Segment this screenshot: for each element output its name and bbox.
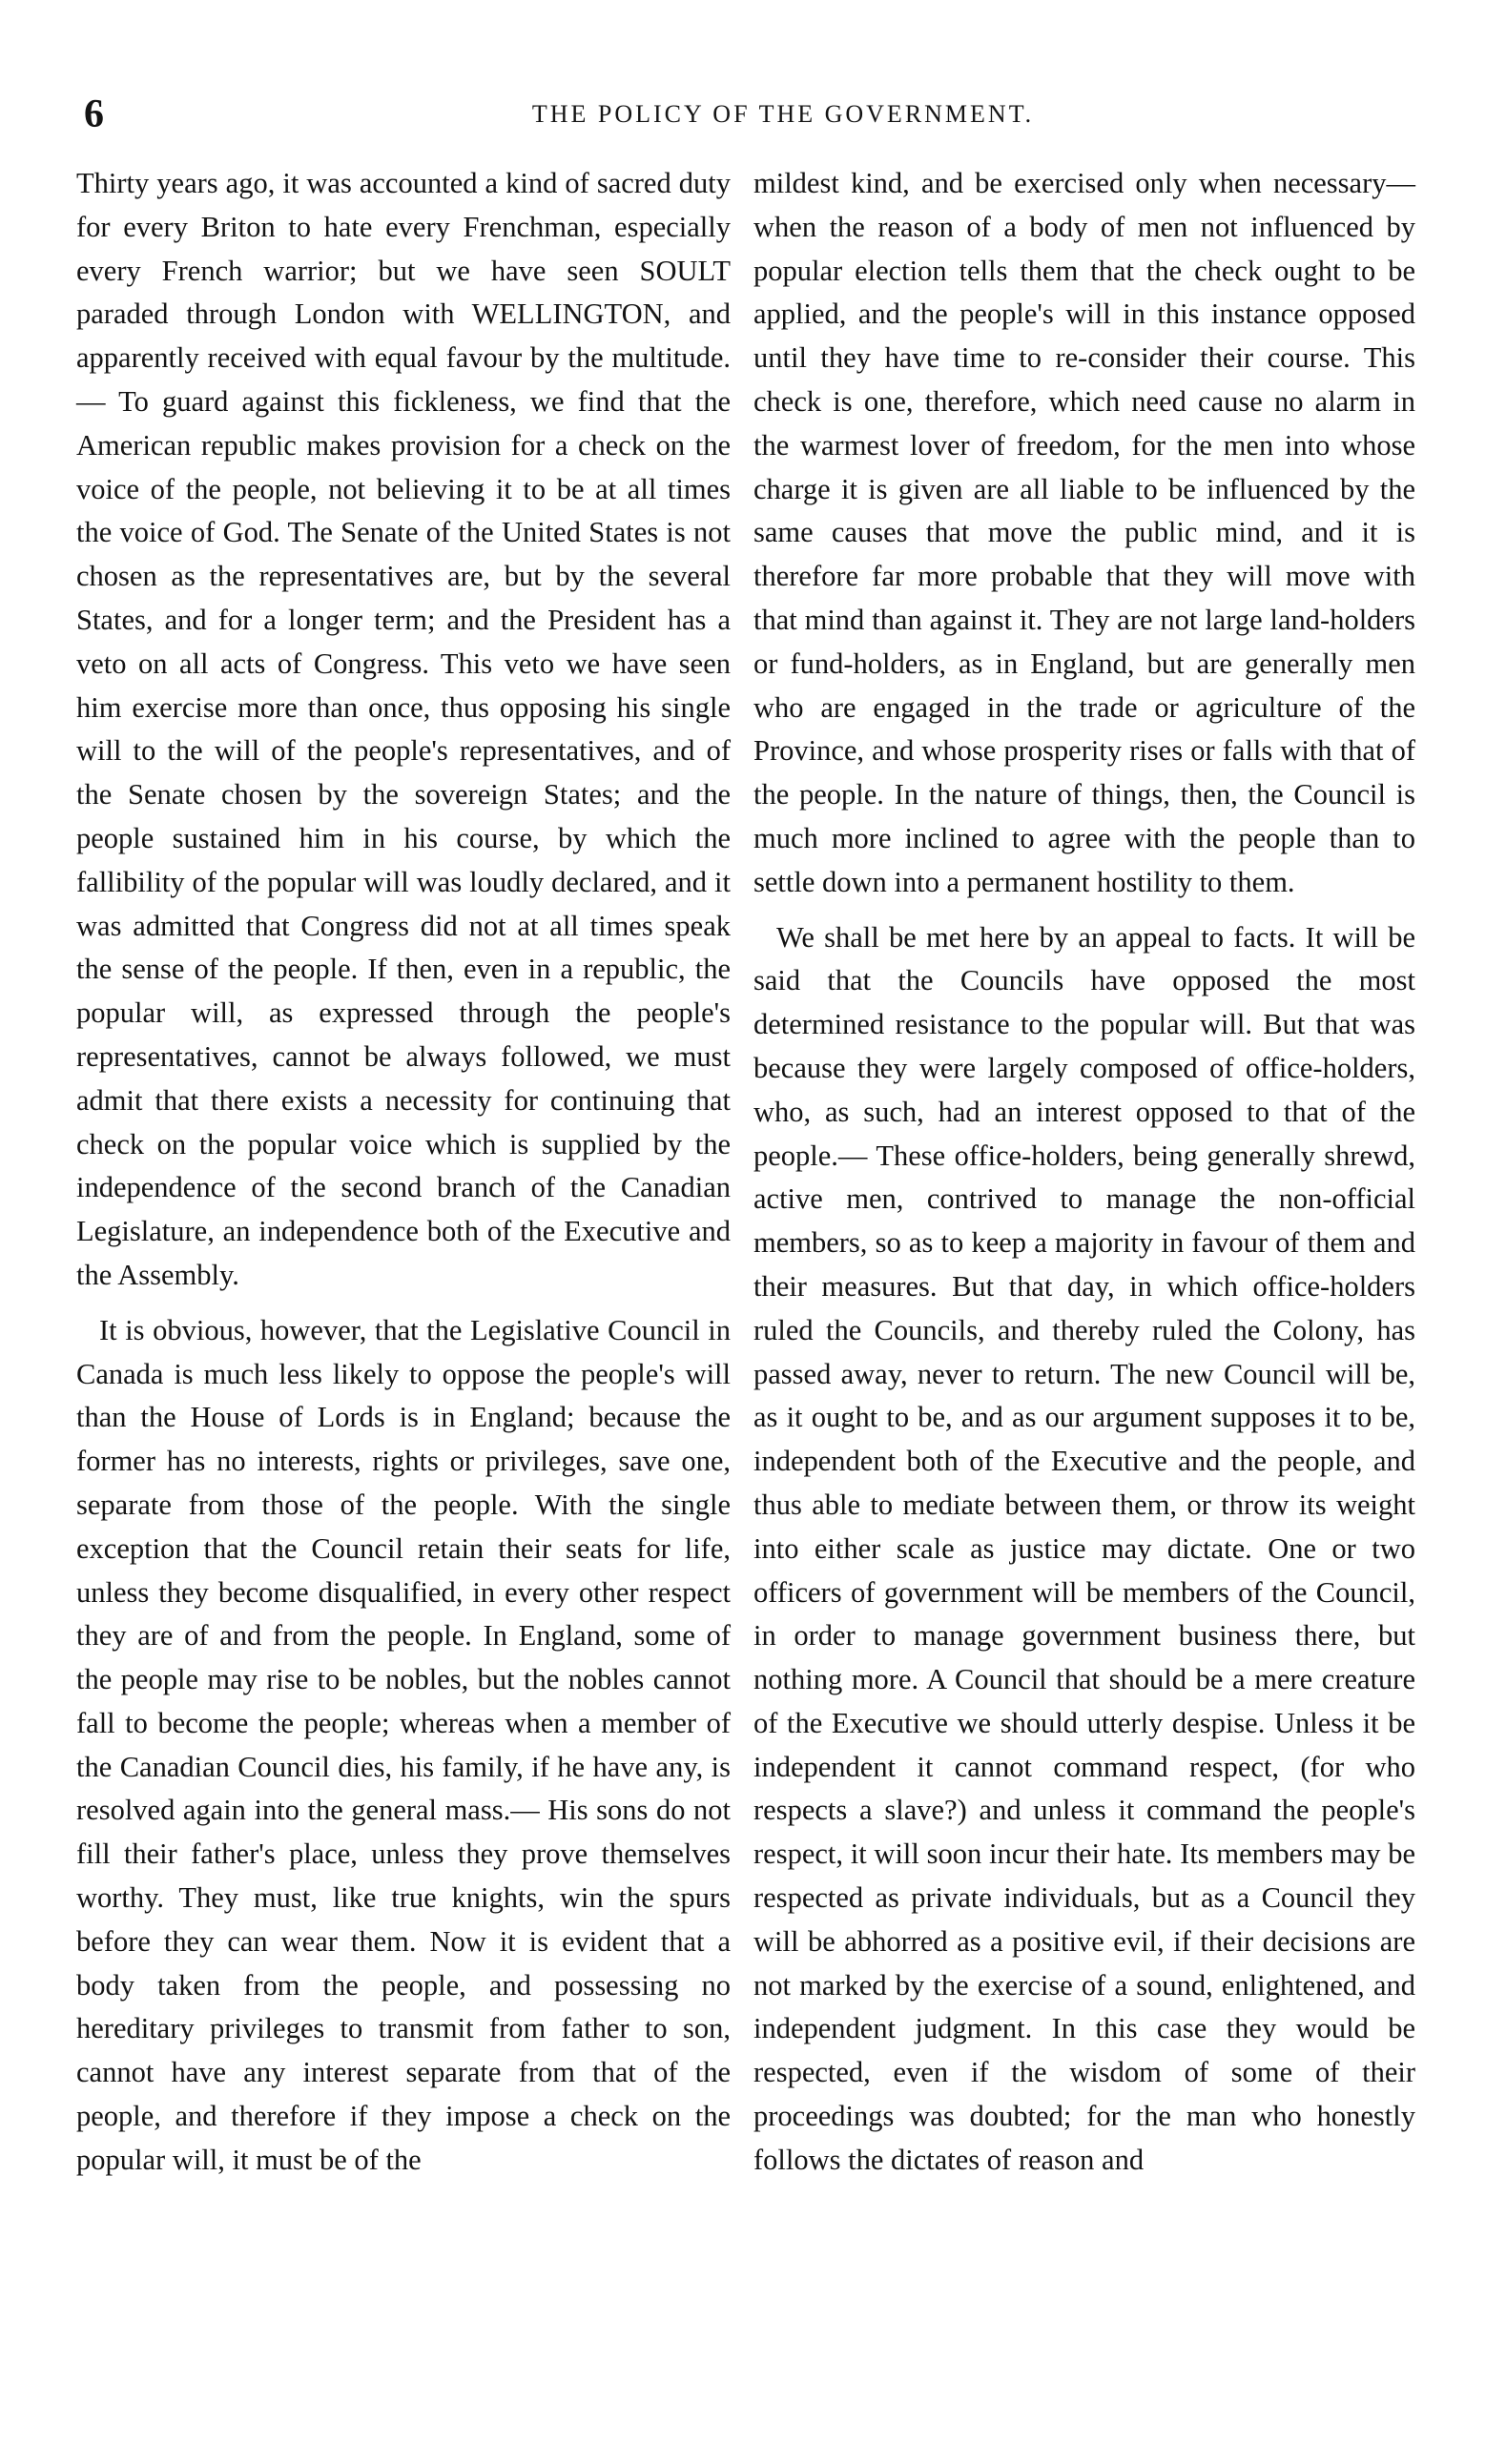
paragraph: We shall be met here by an appeal to facts. It will be said that the Councils have opposed the most determined resistance to the popular will. But that was because they were largely composed of office-holders, who, as such, had an interest opposed to that of the people.— These office-holders, being generally shrewd, active men, contrived to manage the non-official members, so as to keep a majority in favour of them and their measures. But that day, in which office-holders ruled the Councils, and thereby ruled the Colony, has passed away, never to return. The new Council will be, as it ought to be, and as our argument supposes it to be, independent both of the Executive and the people, and thus able to mediate between them, or throw its weight into either scale as justice may dictate. One or two officers of government will be members of the Council, in order to manage government business there, but nothing more. A Council that should be a mere creature of the Executive we should utterly despise. Unless it be independent it cannot command respect, (for who respects a slave?) and unless it command the people's respect, it will soon incur their hate. Its members may be respected as private individuals, but as a Council they will be abhorred as a positive evil, if their decisions are not marked by the exercise of a sound, enlightened, and independent judgment. In this case they would be respected, even if the wisdom of some of their proceedings was doubted; for the man who honestly follows the dictates of reason and — [753, 920, 1415, 2176]
page-number: 6 — [84, 92, 104, 136]
paragraph: It is obvious, however, that the Legislative Council in Canada is much less likely to oppose the people's will than the House of Lords is in England; because the former has no interests, rights or privileges, save one, separate from those of the people. With the single exception that the Council retain their seats for life, unless they become disqualified, in every other respect they are of and from the people. In England, some of the people may rise to be nobles, but the nobles cannot fall to become the people; whereas when a member of the Canadian Council dies, his family, if he have any, is resolved again into the general mass.— His sons do not fill their father's place, unless they prove themselves worthy. They must, like true knights, win the spurs before they can wear them. Now it is evident that a body taken from the people, and possessing no hereditary privileges to transmit from father to son, cannot have any interest separate from that of the people, and therefore if they impose a check on the popular will, it must be of the — [76, 1313, 731, 2176]
right-column — [753, 162, 1415, 2183]
paragraph: Thirty years ago, it was accounted a kind of sacred duty for every Briton to hate every Frenchman, especially every French warrior; but we have seen SOULT paraded through London with WELLINGTON, and apparently received with equal favour by the multitude.— To guard against this fickleness, we find that the American republic makes provision for a check on the voice of the people, not believing it to be at all times the voice of God. The Senate of the United States is not chosen as the representatives are, but by the several States, and for a longer term; and the President has a veto on all acts of Congress. This veto we have seen him exercise more than once, thus opposing his single will to the will of the people's representatives, and of the Senate chosen by the sovereign States; and the people sustained him in his course, by which the fallibility of the popular will was loudly declared, and it was admitted that Congress did not at all times speak the sense of the people. If then, even in a republic, the popular will, as expressed through the people's representatives, cannot be always followed, we must admit that there exists a necessity for continuing that check on the popular voice which is supplied by the independence of the second branch of the Canadian Legislature, an independence both of the Executive and the Assembly. — [76, 167, 731, 1291]
running-head — [84, 92, 1425, 137]
left-column — [76, 162, 731, 2183]
running-title: THE POLICY OF THE GOVERNMENT. — [531, 100, 1035, 128]
paragraph: mildest kind, and be exercised only when necessary—when the reason of a body of men not influenced by popular election tells them that the check ought to be applied, and the people's will in this instance opposed until they have time to re-consider their course. This check is one, therefore, which need cause no alarm in the warmest lover of freedom, for the men into whose charge it is given are all liable to be influenced by the same causes that move the public mind, and it is therefore far more probable that they will move with that mind than against it. They are not large land-holders or fund-holders, as in England, but are generally men who are engaged in the trade or agriculture of the Province, and whose prosperity rises or falls with that of the people. In the nature of things, then, the Council is much more inclined to agree with the people than to settle down into a permanent hostility to them. — [753, 167, 1415, 898]
